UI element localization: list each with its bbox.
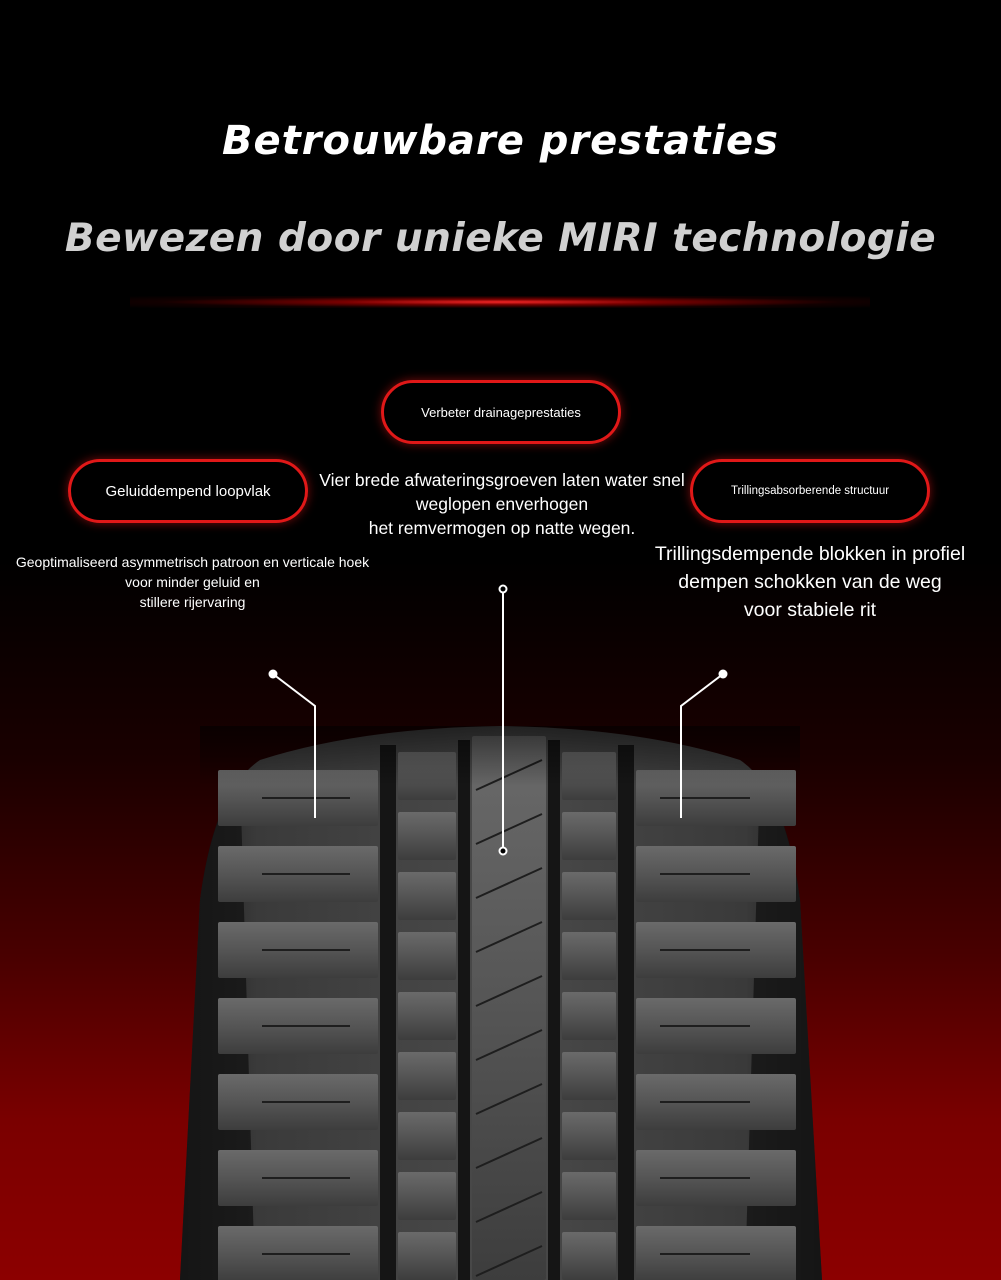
noise-feature-label: Geluiddempend loopvlak: [105, 482, 271, 500]
vibration-feature-pill[interactable]: [690, 459, 930, 523]
vibration-description-line-2: dempen schokken van de weg: [678, 571, 942, 593]
vibration-description: [630, 540, 990, 624]
noise-description-line-1: Geoptimaliseerd asymmetrisch patroon en verticale hoek: [15, 554, 370, 570]
noise-description: [0, 552, 385, 612]
noise-description-line-3: stillere rijervaring: [139, 594, 246, 610]
tread-block-inner-right: [562, 1112, 616, 1160]
vibration-description-line-1: Trillingsdempende blokken in profiel: [654, 543, 966, 565]
callout-dot-drainage-top: [500, 586, 507, 593]
drainage-description: [300, 468, 704, 540]
tread-block-inner-left: [398, 812, 456, 860]
vibration-description-line-3: voor stabiele rit: [743, 599, 877, 621]
tread-block-inner-right: [562, 992, 616, 1040]
tread-block-inner-left: [398, 1052, 456, 1100]
drainage-groove-4: [618, 745, 634, 1280]
tread-block-inner-left: [398, 872, 456, 920]
tread-block-inner-left: [398, 1232, 456, 1280]
drainage-groove-3: [548, 740, 560, 1280]
page-subtitle: Bewezen door unieke MIRI technologie: [64, 216, 937, 261]
tread-block-inner-left: [398, 992, 456, 1040]
drainage-feature-label: Verbeter drainageprestaties: [421, 404, 581, 420]
drainage-groove-1: [380, 745, 396, 1280]
tread-block-inner-left: [398, 1172, 456, 1220]
tread-block-inner-right: [562, 932, 616, 980]
callout-dot-noise: [269, 670, 278, 679]
callout-dot-vibration: [719, 670, 728, 679]
tread-block-inner-right: [562, 1232, 616, 1280]
tread-block-inner-right: [562, 1172, 616, 1220]
drainage-description-line-3: het remvermogen op natte wegen.: [368, 518, 636, 538]
vibration-feature-label: Trillingsabsorberende structuur: [730, 485, 890, 497]
drainage-description-line-1: Vier brede afwateringsgroeven laten water snel: [319, 470, 685, 490]
drainage-groove-2: [458, 740, 470, 1280]
noise-description-line-2: voor minder geluid en: [125, 574, 260, 590]
tread-block-inner-right: [562, 812, 616, 860]
drainage-description-line-2: weglopen enverhogen: [415, 494, 589, 514]
page-title: Betrouwbare prestaties: [222, 118, 779, 164]
tread-block-inner-left: [398, 1112, 456, 1160]
tread-block-inner-left: [398, 932, 456, 980]
callout-dot-drainage-bottom: [500, 848, 507, 855]
noise-feature-pill[interactable]: [68, 459, 308, 523]
tread-block-inner-right: [562, 872, 616, 920]
tread-block-inner-right: [562, 1052, 616, 1100]
drainage-feature-pill[interactable]: [381, 380, 621, 444]
